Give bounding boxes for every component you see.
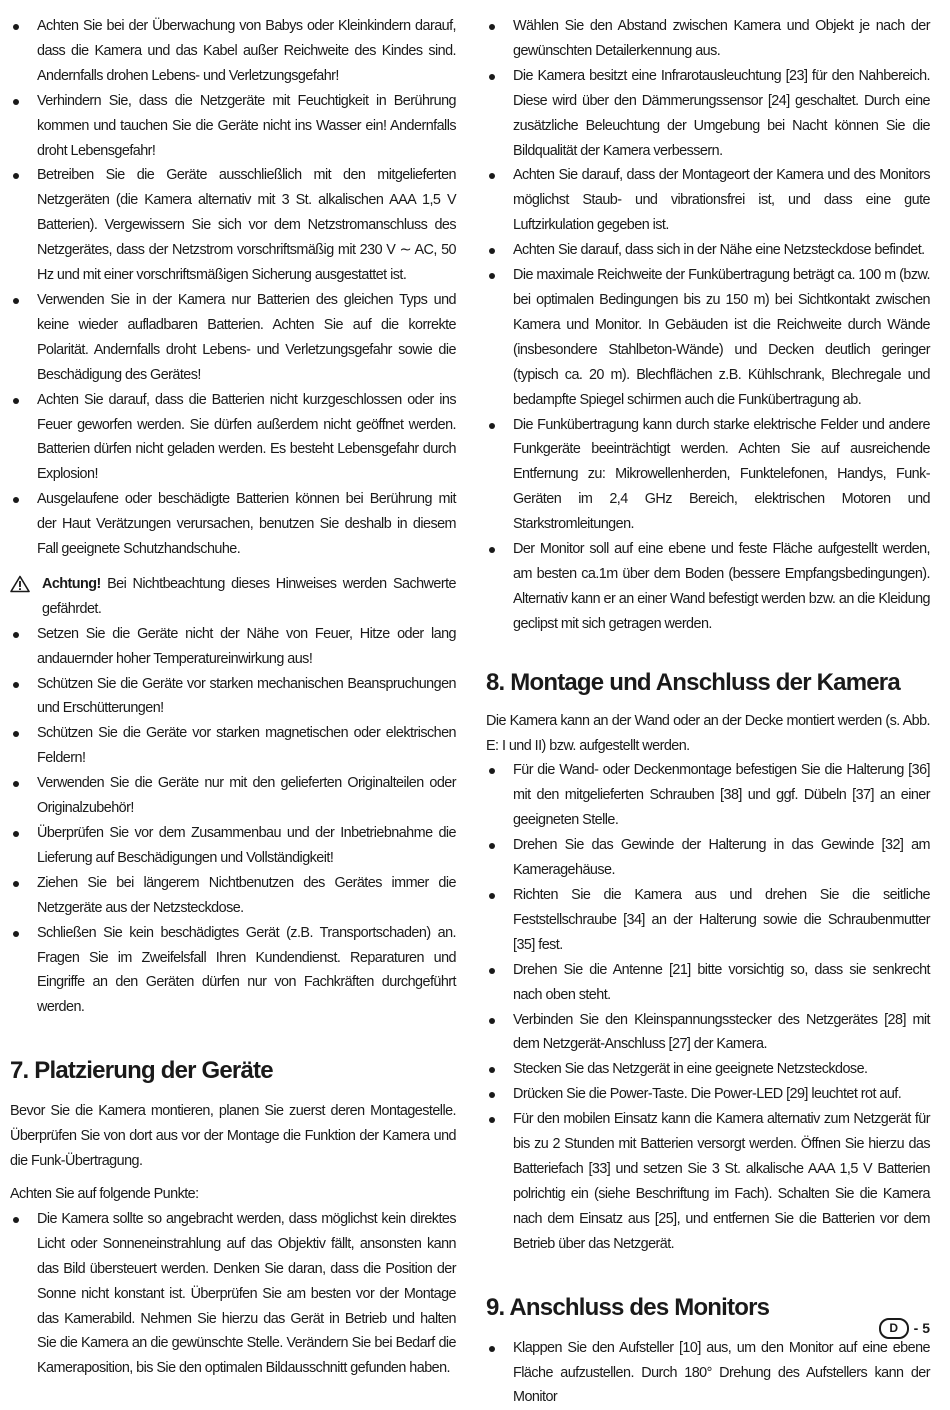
right-column	[486, 14, 930, 1410]
warning-text: Bei Nichtbeachtung dieses Hinweises werden Sachwerte gefährdet.	[42, 575, 456, 617]
list-item: Drehen Sie die Antenne [21] bitte vorsichtig so, dass sie senkrecht nach oben steht.	[486, 958, 930, 1008]
list-item: Überprüfen Sie vor dem Zusammenbau und der Inbetriebnahme die Lieferung auf Beschädigungen und Vollständigkeit!	[10, 821, 456, 871]
list-item: Der Monitor soll auf eine ebene und feste Fläche aufgestellt werden, am besten ca.1m über dem Boden (bessere Empfangsbedingungen). Alternativ kann er an einer Wand befestigt werden bzw. an die Kleidung geclipst mit sich getragen werden.	[486, 537, 930, 637]
list-item: Die maximale Reichweite der Funkübertragung beträgt ca. 100 m (bzw. bei optimalen Bedingungen bis zu 150 m) bei Sichtkontakt zwischen Kamera und Monitor. In Gebäuden ist die Reichweite durch Wände (insbesondere Stahlbeton-Wände) und Decken deutlich geringer (typisch ca. 20 m). Blechflächen z.B. Kühlschrank, Blechregale und bedampfte Spiegel schirmen auch die Funkübertragung ab.	[486, 263, 930, 412]
left-column	[10, 14, 456, 1381]
list-item: Schützen Sie die Geräte vor starken mechanischen Beanspruchungen und Erschütterungen!	[10, 672, 456, 722]
section-9-list	[486, 1336, 930, 1410]
list-item: Achten Sie bei der Überwachung von Babys oder Kleinkindern darauf, dass die Kamera und das Kabel außer Reichweite des Kindes sind. Andernfalls drohen Lebens- und Verletzungsgefahr!	[10, 14, 456, 89]
section-8-list	[486, 758, 930, 1256]
list-item: Verwenden Sie in der Kamera nur Batterien des gleichen Typs und keine wieder aufladbaren Batterien. Achten Sie auf die korrekte Polarität. Andernfalls droht Lebens- und Verletzungsgefahr sowie die Beschädigung des Gerätes!	[10, 288, 456, 388]
language-badge: D	[879, 1318, 909, 1339]
list-item: Verwenden Sie die Geräte nur mit den gelieferten Originalteilen oder Originalzubehör!	[10, 771, 456, 821]
placement-list	[486, 14, 930, 637]
section-8-intro: Die Kamera kann an der Wand oder an der Decke montiert werden (s. Abb. E: I und II) bzw. aufgestellt werden.	[486, 712, 930, 754]
list-item: Drehen Sie das Gewinde der Halterung in das Gewinde [32] am Kameragehäuse.	[486, 833, 930, 883]
list-item: Für den mobilen Einsatz kann die Kamera alternativ zum Netzgerät für bis zu 2 Stunden mit Batterien versorgt werden. Öffnen Sie hierzu das Batteriefach [33] und setzen Sie 3 St. alkalische AAA 1,5 V Batterien polrichtig ein (siehe Beschriftung im Fach). Schalten Sie die Kamera nach dem Einsatz aus [25], und entfernen Sie die Batterien vor dem Betrieb über das Netzgerät.	[486, 1107, 930, 1256]
page-footer	[879, 1317, 930, 1339]
section-7-points-label: Achten Sie auf folgende Punkte:	[10, 1185, 199, 1202]
list-item: Die Kamera sollte so angebracht werden, dass möglichst kein direktes Licht oder Sonneneinstrahlung auf das Objektiv fällt, ansonsten kann das Bild übersteuert werden. Denken Sie daran, dass die Position der Sonne nicht konstant ist. Überprüfen Sie am besten vor der Montage das Kamerabild. Nehmen Sie hierzu das Gerät in Betrieb und halten Sie die Kamera an die gewünschte Stelle. Verändern Sie bei Bedarf die Kameraposition, bis Sie den optimalen Bildausschnitt gefunden haben.	[10, 1207, 456, 1381]
list-item: Schützen Sie die Geräte vor starken magnetischen oder elektrischen Feldern!	[10, 721, 456, 771]
section-7-title: 7. Platzierung der Geräte	[10, 1057, 273, 1085]
list-item: Schließen Sie kein beschädigtes Gerät (z.B. Transportschaden) an. Fragen Sie im Zweifelsfall Ihren Kundendienst. Reparaturen und Eingriffe an den Geräten dürfen nur von Fachkräften durchgeführt werden.	[10, 921, 456, 1021]
list-item: Richten Sie die Kamera aus und drehen Sie die seitliche Feststellschraube [34] an der Halterung sowie die Schraubenmutter [35] fest.	[486, 883, 930, 958]
list-item: Drücken Sie die Power-Taste. Die Power-LED [29] leuchtet rot auf.	[486, 1082, 930, 1107]
list-item: Ziehen Sie bei längerem Nichtbenutzen des Gerätes immer die Netzgeräte aus der Netzsteckdose.	[10, 871, 456, 921]
list-item: Stecken Sie das Netzgerät in eine geeignete Netzsteckdose.	[486, 1057, 930, 1082]
list-item: Wählen Sie den Abstand zwischen Kamera und Objekt je nach der gewünschten Detailerkennung aus.	[486, 14, 930, 64]
warning-triangle-icon	[10, 575, 30, 593]
section-7-list	[10, 1207, 456, 1381]
list-item: Für die Wand- oder Deckenmontage befestigen Sie die Halterung [36] mit den mitgelieferten Schrauben [38] und ggf. Dübeln [37] an einer geeigneten Stelle.	[486, 758, 930, 833]
list-item: Die Funkübertragung kann durch starke elektrische Felder und andere Funkgeräte beeinträchtigt werden. Achten Sie auf ausreichende Entfernung zu: Mikrowellenherden, Funktelefonen, Handys, Funk-Geräten im 2,4 GHz Bereich, elektrischen Motoren und Starkstromleitungen.	[486, 413, 930, 538]
list-item: Verbinden Sie den Kleinspannungsstecker des Netzgerätes [28] mit dem Netzgerät-Anschluss [27] der Kamera.	[486, 1008, 930, 1058]
list-item: Verhindern Sie, dass die Netzgeräte mit Feuchtigkeit in Berührung kommen und tauchen Sie die Geräte nicht ins Wasser ein! Andernfalls droht Lebensgefahr!	[10, 89, 456, 164]
list-item: Achten Sie darauf, dass der Montageort der Kamera und des Monitors möglichst Staub- und vibrationsfrei ist, und dass eine gute Luftzirkulation gegeben ist.	[486, 163, 930, 238]
list-item: Betreiben Sie die Geräte ausschließlich mit den mitgelieferten Netzgeräten (die Kamera alternativ mit 3 St. alkalischen AAA 1,5 V Batterien). Vergewissern Sie sich vor dem Netzstromanschluss des Netzgerätes, dass der Netzstrom vorschriftsmäßig mit 230 V ∼ AC, 50 Hz und mit einer vorschriftsmäßigen Sicherung ausgestattet ist.	[10, 163, 456, 288]
safety-list-mid	[10, 622, 456, 1021]
warning-note	[10, 572, 456, 622]
list-item: Achten Sie darauf, dass die Batterien nicht kurzgeschlossen oder ins Feuer geworfen werden. Sie dürfen außerdem nicht geöffnet werden. Batterien dürfen nicht geladen werden. Es besteht Lebensgefahr durch Explosion!	[10, 388, 456, 488]
list-item: Achten Sie darauf, dass sich in der Nähe eine Netzsteckdose befindet.	[486, 238, 930, 263]
safety-list-top	[10, 14, 456, 562]
warning-label: Achtung!	[42, 575, 101, 592]
list-item: Ausgelaufene oder beschädigte Batterien können bei Berührung mit der Haut Verätzungen verursachen, benutzen Sie deshalb in diesem Fall geeignete Schutzhandschuhe.	[10, 487, 456, 562]
section-9-title: 9. Anschluss des Monitors	[486, 1293, 770, 1321]
list-item: Setzen Sie die Geräte nicht der Nähe von Feuer, Hitze oder lang andauernder hoher Temperatureinwirkung aus!	[10, 622, 456, 672]
list-item: Klappen Sie den Aufsteller [10] aus, um den Monitor auf eine ebene Fläche aufzustellen. Durch 180° Drehung des Aufstellers kann der Monitor	[486, 1336, 930, 1410]
list-item: Die Kamera besitzt eine Infrarotausleuchtung [23] für den Nahbereich. Diese wird über den Dämmerungssensor [24] geschaltet. Durch eine zusätzliche Beleuchtung der Umgebung bei Nacht können Sie die Bildqualität der Kamera verbessern.	[486, 64, 930, 164]
section-7-intro: Bevor Sie die Kamera montieren, planen Sie zuerst deren Montagestelle. Überprüfen Sie von dort aus vor der Montage die Funktion der Kamera und die Funk-Übertragung.	[10, 1103, 456, 1170]
section-8-title: 8. Montage und Anschluss der Kamera	[486, 668, 900, 696]
page-number: - 5	[913, 1320, 930, 1336]
